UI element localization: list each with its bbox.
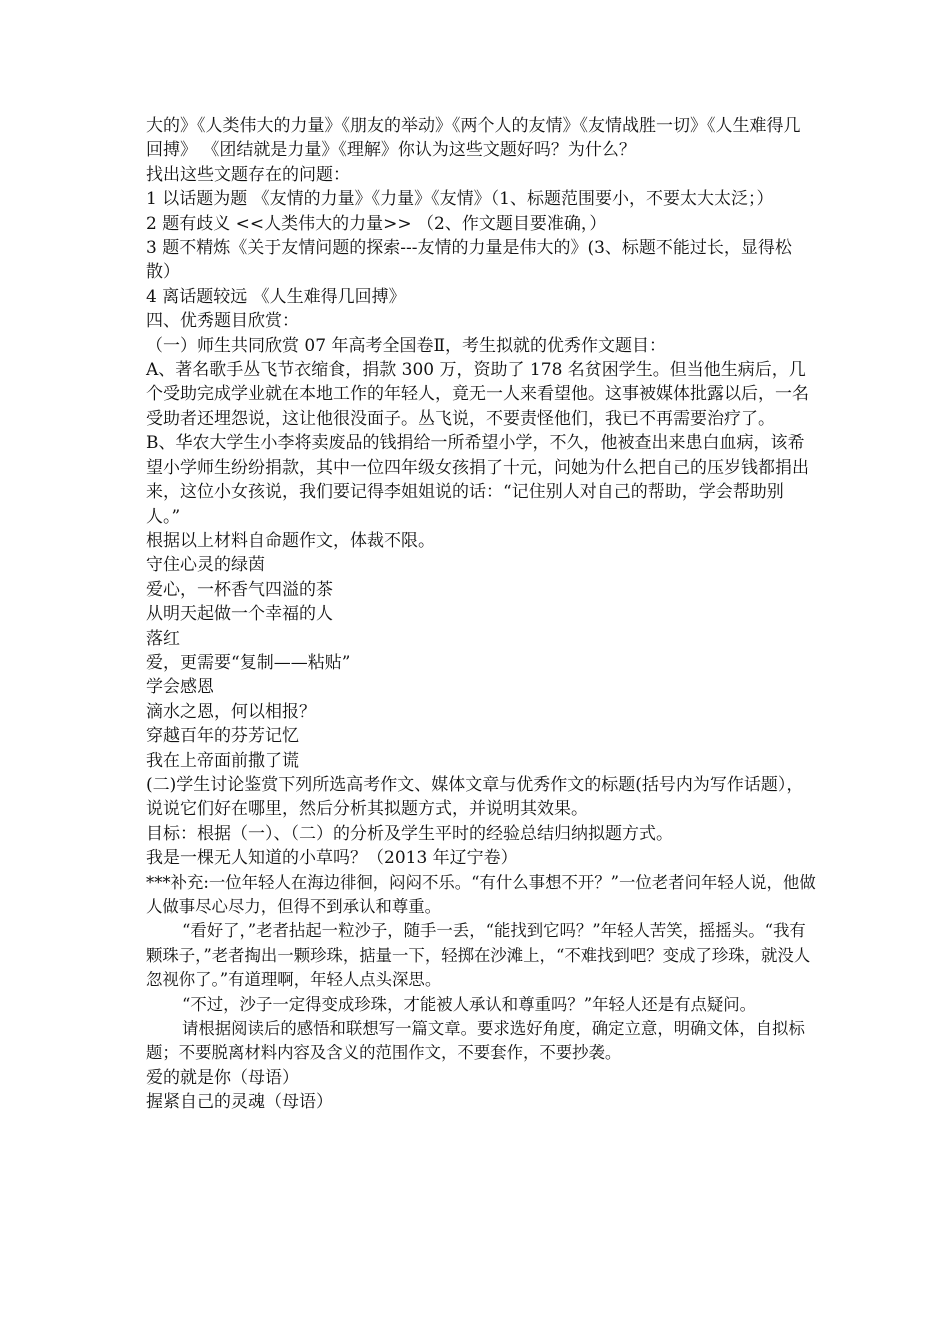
title-example: 学会感恩 — [146, 677, 214, 698]
paragraph-problem-2: 2 题有歧义 <<人类伟大的力量>> （2、作文题目要准确，） — [146, 213, 607, 234]
title-example: 穿越百年的芬芳记忆 — [146, 726, 299, 747]
document-page — [146, 114, 816, 1115]
paragraph-problem-3: 3 题不精炼《关于友情问题的探索---友情的力量是伟大的》(3、标题不能过长，显得松散） — [146, 238, 792, 283]
supplement-paragraph: “不过，沙子一定得变成珍珠，才能被人承认和尊重吗？”年轻人还是有点疑问。 — [182, 994, 757, 1014]
subsection-heading-2: (二)学生讨论鉴赏下列所选高考作文、媒体文章与优秀作文的标题(括号内为写作话题），说说它们好在哪里，然后分析其拟题方式，并说明其效果。 — [146, 774, 804, 820]
supplement-paragraph: ***补充:一位年轻人在海边徘徊，闷闷不乐。“有什么事想不开？”一位老者问年轻人说，他做人做事尽心尽力，但得不到承认和尊重。 — [146, 872, 816, 916]
title-example: 爱的就是你（母语） — [146, 1067, 299, 1088]
material-b: B、华农大学生小李将卖废品的钱捐给一所希望小学，不久，他被查出来患白血病，该希望小学师生纷纷捐款，其中一位四年级女孩捐了十元，问她为什么把自己的压岁钱都捐出来，这位小女孩说，我们要记得李姐姐说的话：“记住别人对自己的帮助，学会帮助别人。” — [146, 433, 809, 527]
title-example: 爱，更需要“复制——粘贴” — [146, 652, 351, 673]
subsection-heading-1: （一）师生共同欣赏 07 年高考全国卷Ⅱ，考生拟就的优秀作文题目： — [146, 335, 666, 356]
exam-title-example: 我是一棵无人知道的小草吗？（2013 年辽宁卷） — [146, 848, 518, 869]
title-example: 握紧自己的灵魂（母语） — [146, 1092, 333, 1113]
title-example: 滴水之恩，何以相报？ — [146, 701, 316, 722]
paragraph-find-problems: 找出这些文题存在的问题： — [146, 164, 350, 185]
writing-instruction: 根据以上材料自命题作文，体裁不限。 — [146, 530, 435, 551]
title-example: 爱心，一杯香气四溢的茶 — [146, 579, 333, 600]
goal-statement: 目标：根据（一）、（二）的分析及学生平时的经验总结归纳拟题方式。 — [146, 823, 673, 844]
title-example: 从明天起做一个幸福的人 — [146, 604, 333, 625]
supplement-paragraph: “看好了，”老者拈起一粒沙子，随手一丢，“能找到它吗？”年轻人苦笑，摇摇头。“我有颗珠子，”老者掏出一颗珍珠，掂量一下，轻掷在沙滩上，“不难找到吧？变成了珍珠，就没人忽视你了。”有道理啊，年轻人点头深思。 — [146, 921, 811, 990]
section-heading-4: 四、优秀题目欣赏： — [146, 311, 299, 332]
supplement-requirement: 请根据阅读后的感悟和联想写一篇文章。要求选好角度，确定立意，明确文体，自拟标题；不要脱离材料内容及含义的范围作文，不要套作，不要抄袭。 — [146, 1019, 805, 1063]
title-example: 落红 — [146, 628, 180, 649]
material-a: A、著名歌手丛飞节衣缩食，捐款 300 万，资助了 178 名贫困学生。但当他生病后，几个受助完成学业就在本地工作的年轻人，竟无一人来看望他。这事被媒体批露以后，一名受助者还埋怨说，这让他很没面子。丛飞说，不要责怪他们，我已不再需要治疗了。 — [146, 360, 809, 429]
title-example: 守住心灵的绿茵 — [146, 555, 265, 576]
title-example: 我在上帝面前撒了谎 — [146, 750, 299, 771]
paragraph-problem-4: 4 离话题较远 《人生难得几回搏》 — [146, 286, 406, 307]
paragraph-problem-1: 1 以话题为题 《友情的力量》《力量》《友情》（1、标题范围要小，不要太大太泛；） — [146, 189, 774, 210]
paragraph-essay-titles-question: 大的》《人类伟大的力量》《朋友的举动》《两个人的友情》《友情战胜一切》《人生难得几回搏》 《团结就是力量》《理解》你认为这些文题好吗？为什么？ — [146, 116, 801, 161]
